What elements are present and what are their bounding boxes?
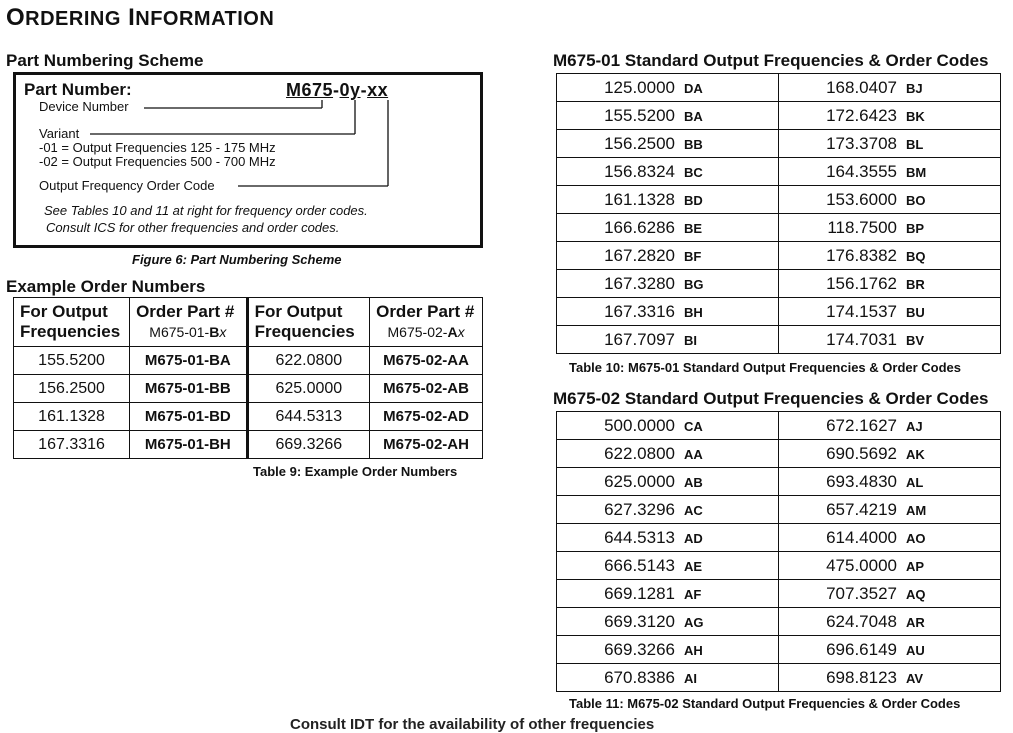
- frequency-value: 657.4219: [826, 499, 897, 519]
- freq-code-cell: [557, 412, 779, 440]
- frequency-value: 156.1762: [826, 273, 897, 293]
- freq-code-cell: [779, 636, 1001, 664]
- freq-code-cell: [779, 552, 1001, 580]
- table-10-caption: Table 10: M675-01 Standard Output Frequencies & Order Codes: [569, 360, 962, 375]
- table-row: [557, 74, 1001, 102]
- footer-cut-text: Consult IDT for the availability of other frequencies: [290, 716, 655, 733]
- order-code: BD: [684, 192, 703, 208]
- order-code: BU: [906, 304, 925, 320]
- frequency-value: 696.6149: [826, 639, 897, 659]
- order-code: AH: [684, 642, 703, 658]
- frequency-value: 161.1328: [604, 189, 675, 209]
- freq-code-cell: [779, 440, 1001, 468]
- table-row: [557, 524, 1001, 552]
- table-11-heading: M675-02 Standard Output Frequencies & Order Codes: [553, 389, 989, 408]
- part-number-label: Part Number:: [24, 80, 132, 99]
- part-note-2: Consult ICS for other frequencies and order codes.: [46, 220, 340, 235]
- freq-cell: 644.5313: [247, 403, 370, 431]
- freq-code-label: Output Frequency Order Code: [39, 178, 215, 193]
- table-row: [557, 580, 1001, 608]
- table-header-row: [14, 298, 483, 347]
- freq-code-cell: [557, 552, 779, 580]
- table-10-body: [557, 74, 1001, 354]
- example-heading: Example Order Numbers: [6, 277, 206, 296]
- table-row: [557, 412, 1001, 440]
- col-header-part-2: Order Part # M675-02-Ax: [370, 298, 483, 347]
- table-row: [557, 242, 1001, 270]
- freq-code-cell: [779, 102, 1001, 130]
- table-row: [14, 431, 483, 459]
- device-number-label: Device Number: [39, 99, 129, 114]
- freq-code-cell: [779, 664, 1001, 692]
- order-code: AL: [906, 474, 924, 490]
- table-row: [557, 552, 1001, 580]
- frequency-value: 167.3316: [604, 301, 675, 321]
- frequency-value: 500.0000: [604, 415, 675, 435]
- freq-code-cell: [779, 214, 1001, 242]
- frequency-value: 666.5143: [604, 555, 675, 575]
- variant-label: Variant: [39, 126, 80, 141]
- frequency-value: 153.6000: [826, 189, 897, 209]
- frequency-value: 622.0800: [604, 443, 675, 463]
- frequency-value: 172.6423: [826, 105, 897, 125]
- freq-code-cell: [557, 664, 779, 692]
- freq-code-cell: [557, 270, 779, 298]
- order-code: BB: [684, 136, 703, 152]
- frequency-value: 644.5313: [604, 527, 675, 547]
- part-scheme-heading: Part Numbering Scheme: [6, 51, 204, 70]
- part-number-box: [13, 72, 483, 248]
- freq-code-cell: [557, 214, 779, 242]
- frequency-value: 174.7031: [826, 329, 897, 349]
- freq-code-cell: [557, 608, 779, 636]
- table-row: [557, 608, 1001, 636]
- page-title: ORDERING INFORMATION: [6, 4, 275, 31]
- part-cell: M675-02-AD: [370, 403, 483, 431]
- frequency-value: 155.5200: [604, 105, 675, 125]
- col-header-part-1: Order Part # M675-01-Bx: [130, 298, 248, 347]
- table-10: [556, 73, 1001, 354]
- order-code: BK: [906, 108, 925, 124]
- order-code: BF: [684, 248, 702, 264]
- freq-code-cell: [779, 524, 1001, 552]
- table-10-heading: M675-01 Standard Output Frequencies & Order Codes: [553, 51, 989, 70]
- table-9-caption: Table 9: Example Order Numbers: [253, 464, 458, 479]
- freq-code-cell: [779, 580, 1001, 608]
- order-code: BA: [684, 108, 703, 124]
- order-code: BC: [684, 164, 703, 180]
- frequency-value: 168.0407: [826, 77, 897, 97]
- freq-code-cell: [557, 158, 779, 186]
- variant-01-desc: -01 = Output Frequencies 125 - 175 MHz: [39, 140, 276, 155]
- table-row: [14, 403, 483, 431]
- table-row: [14, 347, 483, 375]
- freq-code-cell: [557, 440, 779, 468]
- table-row: [557, 496, 1001, 524]
- freq-code-cell: [779, 186, 1001, 214]
- part-cell: M675-01-BB: [130, 375, 248, 403]
- freq-code-cell: [557, 636, 779, 664]
- order-code: BQ: [906, 248, 926, 264]
- frequency-value: 670.8386: [604, 667, 675, 687]
- table-row: [557, 186, 1001, 214]
- part-cell: M675-01-BA: [130, 347, 248, 375]
- freq-code-cell: [557, 130, 779, 158]
- order-code: BR: [906, 276, 925, 292]
- frequency-value: 707.3527: [826, 583, 897, 603]
- frequency-value: 669.3120: [604, 611, 675, 631]
- freq-cell: 161.1328: [14, 403, 130, 431]
- frequency-value: 698.8123: [826, 667, 897, 687]
- freq-code-cell: [557, 326, 779, 354]
- frequency-value: 167.3280: [604, 273, 675, 293]
- freq-cell: 669.3266: [247, 431, 370, 459]
- table-11-caption: Table 11: M675-02 Standard Output Frequencies & Order Codes: [569, 696, 961, 711]
- table-row: [557, 130, 1001, 158]
- frequency-value: 672.1627: [826, 415, 897, 435]
- table-row: [557, 270, 1001, 298]
- part-cell: M675-01-BH: [130, 431, 248, 459]
- freq-code-cell: [557, 102, 779, 130]
- order-code: AR: [906, 614, 925, 630]
- freq-code-cell: [557, 496, 779, 524]
- order-code: CA: [684, 418, 703, 434]
- order-code: AA: [684, 446, 703, 462]
- table-row: [557, 440, 1001, 468]
- frequency-value: 627.3296: [604, 499, 675, 519]
- order-code: BP: [906, 220, 925, 236]
- order-code: AG: [684, 614, 704, 630]
- order-code: BL: [906, 136, 924, 152]
- part-cell: M675-02-AB: [370, 375, 483, 403]
- freq-code-cell: [557, 524, 779, 552]
- order-code: BV: [906, 332, 925, 348]
- freq-code-cell: [557, 74, 779, 102]
- part-cell: M675-02-AA: [370, 347, 483, 375]
- part-number-code: M675-0y-xx: [286, 80, 389, 100]
- order-code: AI: [684, 670, 697, 686]
- order-code: AV: [906, 670, 924, 686]
- frequency-value: 125.0000: [604, 77, 675, 97]
- freq-code-cell: [779, 158, 1001, 186]
- freq-code-cell: [779, 130, 1001, 158]
- freq-code-cell: [779, 298, 1001, 326]
- frequency-value: 176.8382: [826, 245, 897, 265]
- frequency-value: 118.7500: [827, 217, 897, 237]
- order-code: BG: [684, 276, 704, 292]
- order-code: AJ: [906, 418, 923, 434]
- table-row: [557, 636, 1001, 664]
- freq-cell: 156.2500: [14, 375, 130, 403]
- frequency-value: 156.2500: [604, 133, 675, 153]
- order-code: AQ: [906, 586, 926, 602]
- order-code: AD: [684, 530, 703, 546]
- order-code: AP: [906, 558, 925, 574]
- table-11-body: [557, 412, 1001, 692]
- frequency-value: 669.3266: [604, 639, 675, 659]
- order-code: AO: [906, 530, 926, 546]
- freq-code-cell: [557, 242, 779, 270]
- order-code: BM: [906, 164, 927, 180]
- freq-code-cell: [779, 326, 1001, 354]
- col-header-freq-2: For Output Frequencies: [247, 298, 370, 347]
- freq-code-cell: [557, 468, 779, 496]
- table-row: [557, 214, 1001, 242]
- freq-code-cell: [779, 608, 1001, 636]
- table-row: [557, 102, 1001, 130]
- order-code: AE: [684, 558, 703, 574]
- frequency-value: 164.3555: [826, 161, 897, 181]
- order-code: DA: [684, 80, 703, 96]
- frequency-value: 625.0000: [604, 471, 675, 491]
- frequency-value: 690.5692: [826, 443, 897, 463]
- freq-code-cell: [557, 580, 779, 608]
- freq-cell: 155.5200: [14, 347, 130, 375]
- table-row: [557, 468, 1001, 496]
- order-code: AK: [906, 446, 925, 462]
- table-row: [557, 298, 1001, 326]
- part-cell: M675-02-AH: [370, 431, 483, 459]
- frequency-value: 167.2820: [604, 245, 675, 265]
- order-code: AU: [906, 642, 925, 658]
- freq-cell: 167.3316: [14, 431, 130, 459]
- order-code: AF: [684, 586, 702, 602]
- table-row: [557, 664, 1001, 692]
- freq-code-cell: [779, 412, 1001, 440]
- frequency-value: 669.1281: [604, 583, 675, 603]
- freq-code-cell: [779, 496, 1001, 524]
- freq-code-cell: [779, 242, 1001, 270]
- frequency-value: 693.4830: [826, 471, 897, 491]
- order-code: BH: [684, 304, 703, 320]
- order-code: AC: [684, 502, 703, 518]
- col-header-freq-1: For Output Frequencies: [14, 298, 130, 347]
- order-code: BO: [906, 192, 926, 208]
- table-row: [14, 375, 483, 403]
- order-code: BI: [684, 332, 697, 348]
- freq-cell: 622.0800: [247, 347, 370, 375]
- frequency-value: 614.4000: [826, 527, 897, 547]
- order-code: BE: [684, 220, 703, 236]
- freq-code-cell: [779, 468, 1001, 496]
- frequency-value: 173.3708: [826, 133, 897, 153]
- order-code: BJ: [906, 80, 923, 96]
- table-11: [556, 411, 1001, 692]
- frequency-value: 156.8324: [604, 161, 675, 181]
- order-code: AB: [684, 474, 703, 490]
- freq-code-cell: [779, 270, 1001, 298]
- table-row: [557, 326, 1001, 354]
- freq-code-cell: [557, 186, 779, 214]
- freq-code-cell: [557, 298, 779, 326]
- table-row: [557, 158, 1001, 186]
- freq-code-cell: [779, 74, 1001, 102]
- part-note-1: See Tables 10 and 11 at right for frequency order codes.: [44, 203, 368, 218]
- figure-6-caption: Figure 6: Part Numbering Scheme: [132, 252, 342, 267]
- variant-02-desc: -02 = Output Frequencies 500 - 700 MHz: [39, 154, 276, 169]
- frequency-value: 624.7048: [826, 611, 897, 631]
- example-order-table: [13, 297, 483, 459]
- frequency-value: 475.0000: [826, 555, 897, 575]
- frequency-value: 167.7097: [604, 329, 675, 349]
- part-cell: M675-01-BD: [130, 403, 248, 431]
- freq-cell: 625.0000: [247, 375, 370, 403]
- order-code: AM: [906, 502, 927, 518]
- frequency-value: 174.1537: [826, 301, 897, 321]
- frequency-value: 166.6286: [604, 217, 675, 237]
